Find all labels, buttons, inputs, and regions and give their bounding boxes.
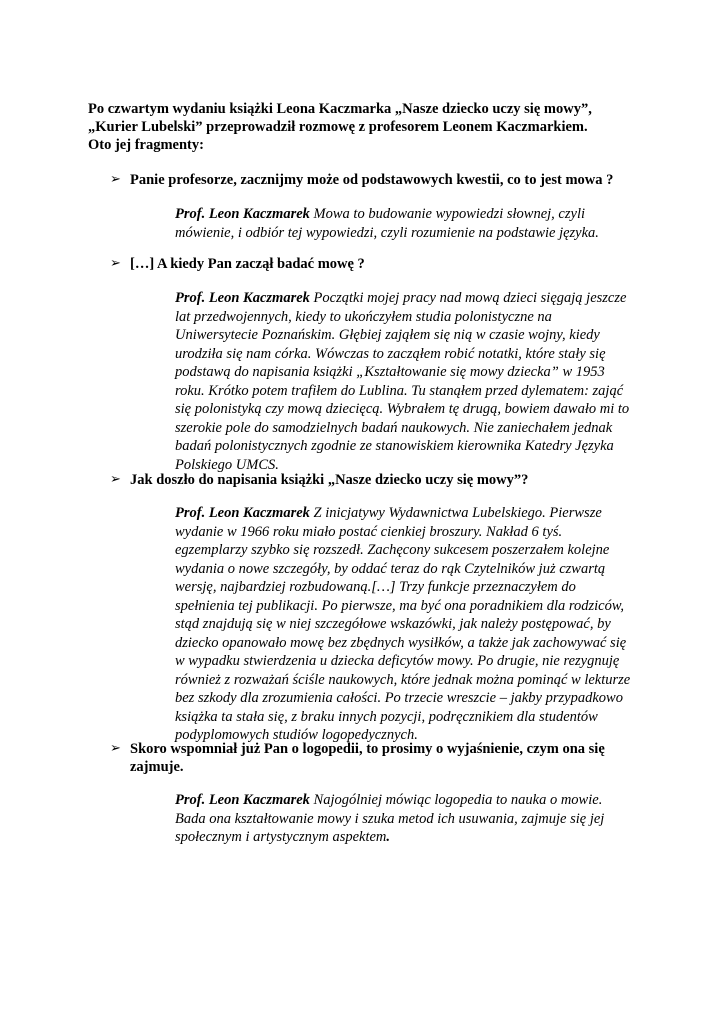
arrow-bullet-icon: ➢ bbox=[110, 172, 121, 187]
arrow-bullet-icon: ➢ bbox=[110, 741, 121, 756]
answer-4 bbox=[175, 791, 655, 847]
intro-line: „Kurier Lubelski” przeprowadził rozmowę z profesorem Leonem Kaczmarkiem. bbox=[88, 119, 588, 135]
speaker-name: Prof. Leon Kaczmarek bbox=[175, 290, 310, 306]
intro-line: Po czwartym wydaniu książki Leona Kaczmarka „Nasze dziecko uczy się mowy”, bbox=[88, 101, 592, 117]
answer-line: szerokie pole do samodzielnych badań naukowych. Nie zaniechałem jednak bbox=[175, 419, 613, 436]
answer-line: Z inicjatywy Wydawnictwa Lubelskiego. Pierwsze bbox=[309, 505, 602, 521]
answer-1 bbox=[175, 205, 655, 242]
answer-line: podstawą do napisania książki „Kształtowanie się mowy dziecka” w 1953 bbox=[175, 364, 605, 380]
answer-line: urodziła się nam córka. Wówczas to zacząłem robić notatki, które stały się bbox=[175, 345, 606, 362]
answer-line: podyplomowych studiów logopedycznych. bbox=[175, 727, 418, 743]
question-2 bbox=[110, 255, 650, 273]
answer-line: się polonistyką czy mową dziecięcą. Wybrałem tę drugą, bowiem dawało mi to bbox=[175, 401, 630, 417]
answer-line: wydanie w 1966 roku miało postać cienkiej broszury. Nakład 6 tyś. bbox=[175, 523, 563, 540]
answer-line: Bada ona kształtowanie mowy i szuka metod ich usuwania, zajmuje się jej bbox=[175, 810, 605, 827]
speaker-name: Prof. Leon Kaczmarek bbox=[175, 792, 310, 808]
speaker-name: Prof. Leon Kaczmarek bbox=[175, 206, 310, 222]
question-4 bbox=[110, 740, 650, 776]
answer-line: egzemplarzy szybko się rozszedł. Zachęcony sukcesem poszerzałem kolejne bbox=[175, 542, 610, 558]
question-text: zajmuje. bbox=[130, 759, 184, 775]
answer-line: mówienie, i odbiór tej wypowiedzi, czyli rozumienie na podstawie języka. bbox=[175, 224, 599, 241]
question-text: Jak doszło do napisania książki „Nasze dziecko uczy się mowy”? bbox=[130, 472, 529, 488]
answer-line: Początki mojej pracy nad mową dzieci sięgają jeszcze bbox=[309, 290, 627, 306]
arrow-bullet-icon: ➢ bbox=[110, 472, 121, 487]
answer-line: spełnienia tej publikacji. Po pierwsze, ma być ona poradnikiem dla rodziców, bbox=[175, 597, 625, 614]
answer-line: również z rozważań ściśle naukowych, które jednak można pominąć w lekturze bbox=[175, 671, 631, 688]
answer-line: wydania o nowe szczegóły, by oddać teraz do rąk Czytelników już czwartą bbox=[175, 560, 606, 577]
answer-line: bez szkody dla zrozumienia całości. Po trzecie wreszcie – jakby przypadkowo bbox=[175, 690, 623, 706]
answer-2 bbox=[175, 289, 655, 474]
answer-line: Polskiego UMCS. bbox=[175, 456, 279, 473]
answer-line: w wypadku stwierdzenia u dziecka deficytów mowy. Po drugie, nie rezygnuję bbox=[175, 653, 620, 669]
question-1 bbox=[110, 171, 650, 189]
trailing-period: . bbox=[386, 829, 391, 845]
intro-paragraph bbox=[88, 100, 648, 154]
answer-line: lat przedwojennych, kiedy to ukończyłem studia polonistyczne na bbox=[175, 308, 552, 325]
answer-line: społecznym i artystycznym aspektem bbox=[175, 829, 387, 845]
answer-line: stąd znajdują się w niej szczegółowe wskazówki, jak należy postępować, by bbox=[175, 616, 611, 632]
speaker-name: Prof. Leon Kaczmarek bbox=[175, 505, 310, 521]
arrow-bullet-icon: ➢ bbox=[110, 256, 121, 271]
answer-line: dziecko opanowało mowę bez zbędnych wysiłków, a także jak zachowywać się bbox=[175, 634, 627, 651]
question-text: Skoro wspomniał już Pan o logopedii, to prosimy o wyjaśnienie, czym ona się bbox=[130, 741, 605, 757]
answer-line: Mowa to budowanie wypowiedzi słownej, czyli bbox=[309, 206, 586, 222]
answer-line: Najogólniej mówiąc logopedia to nauka o mowie. bbox=[309, 792, 603, 808]
answer-line: badań polonistycznych zgodnie ze stanowiskiem kierownika Katedry Języka bbox=[175, 438, 614, 454]
answer-line: wersję, najbardziej rozbudowaną.[…] Trzy funkcje przeznaczyłem do bbox=[175, 579, 576, 595]
answer-line: książka ta stała się, z braku innych pozycji, podręcznikiem dla studentów bbox=[175, 708, 598, 725]
question-text: Panie profesorze, zacznijmy może od podstawowych kwestii, co to jest mowa ? bbox=[130, 172, 614, 188]
answer-3 bbox=[175, 504, 655, 745]
question-text: […] A kiedy Pan zaczął badać mowę ? bbox=[130, 256, 365, 272]
answer-line: Uniwersytecie Poznańskim. Głębiej zająłem się nią w czasie wojny, kiedy bbox=[175, 327, 600, 343]
intro-line: Oto jej fragmenty: bbox=[88, 137, 204, 153]
answer-line: roku. Krótko potem trafiłem do Lublina. Tu stanąłem przed dylematem: zająć bbox=[175, 382, 624, 399]
question-3 bbox=[110, 471, 650, 489]
